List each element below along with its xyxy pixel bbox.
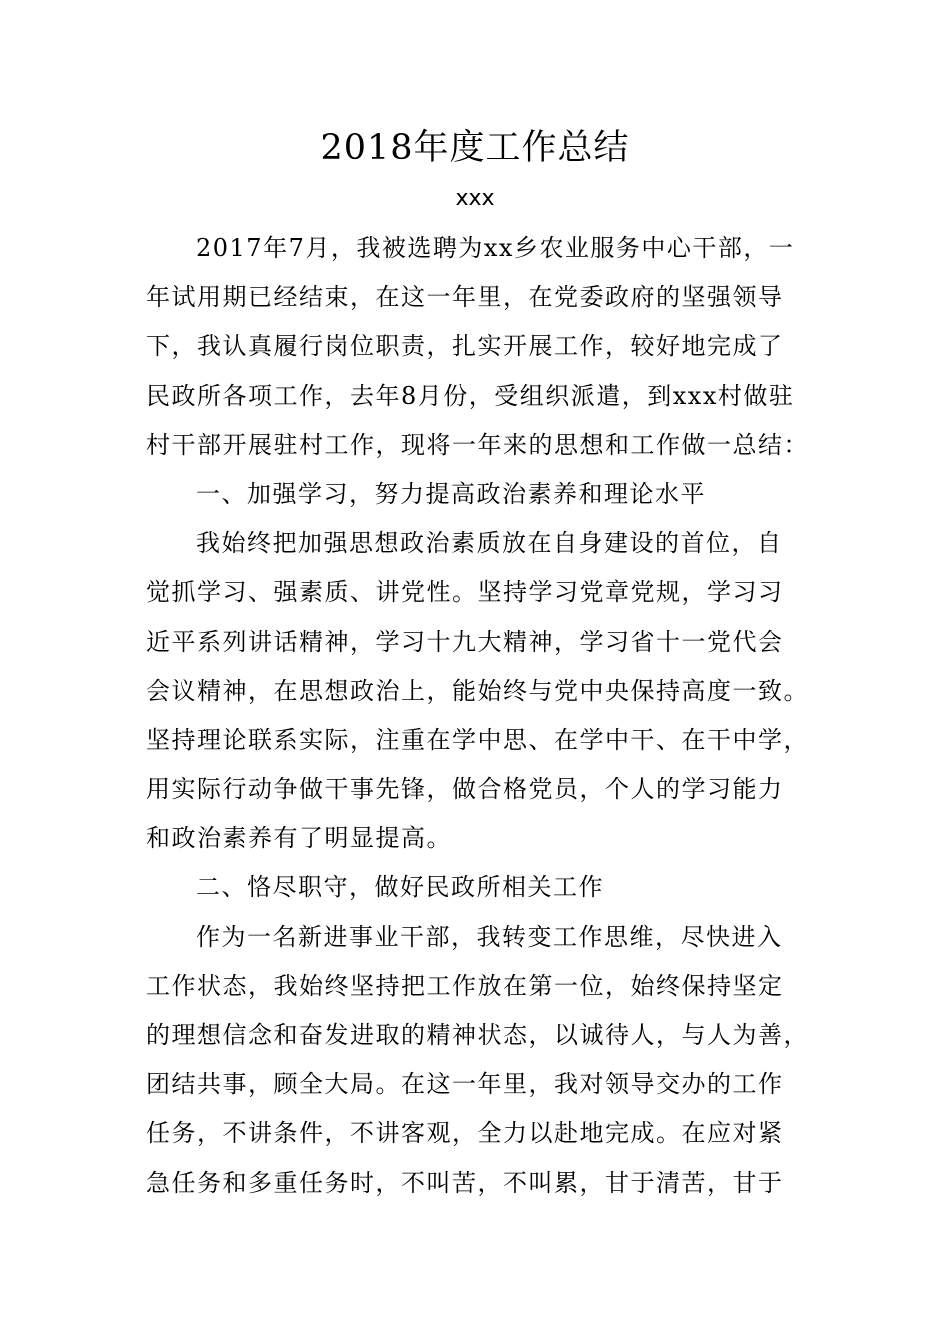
paragraph-line: 坚持理论联系实际，注重在学中思、在学中干、在干中学，: [146, 725, 809, 754]
document-title: 2018年度工作总结: [320, 128, 630, 168]
paragraph-line: 下，我认真履行岗位职责，扎实开展工作，较好地完成了: [146, 332, 784, 361]
paragraph-line: 工作状态，我始终坚持把工作放在第一位，始终保持坚定: [146, 971, 784, 1000]
paragraph-line: 近平系列讲话精神，学习十九大精神，学习省十一党代会: [146, 627, 784, 656]
paragraph-line: 会议精神，在思想政治上，能始终与党中央保持高度一致。: [146, 676, 809, 705]
paragraph-line: 村干部开展驻村工作，现将一年来的思想和工作做一总结：: [146, 430, 809, 459]
paragraph-line: 团结共事，顾全大局。在这一年里，我对领导交办的工作: [146, 1070, 784, 1099]
paragraph-line: 觉抓学习、强素质、讲党性。坚持学习党章党规，学习习: [146, 578, 784, 607]
paragraph-line: 2017年7月，我被选聘为xx乡农业服务中心干部，一: [196, 234, 795, 262]
paragraph-line: 二、恪尽职守，做好民政所相关工作: [196, 873, 604, 902]
document-body: [146, 224, 811, 1208]
paragraph-line: 和政治素养有了明显提高。: [146, 824, 452, 853]
paragraph-line: 的理想信念和奋发进取的精神状态，以诚待人，与人为善，: [146, 1021, 809, 1049]
paragraph-line: 作为一名新进事业干部，我转变工作思维，尽快进入: [196, 922, 783, 951]
paragraph-line: 年试用期已经结束，在这一年里，在党委政府的坚强领导: [146, 283, 784, 312]
paragraph-line: 我始终把加强思想政治素质放在自身建设的首位，自: [196, 529, 783, 558]
paragraph-line: 用实际行动争做干事先锋，做合格党员，个人的学习能力: [146, 775, 784, 804]
paragraph-line: 任务，不讲条件，不讲客观，全力以赴地完成。在应对紧: [146, 1119, 784, 1148]
paragraph-line: 一、加强学习，努力提高政治素养和理论水平: [196, 479, 706, 508]
paragraph-line: 急任务和多重任务时，不叫苦，不叫累，甘于清苦，甘于: [146, 1168, 784, 1197]
document-author: xxx: [455, 186, 495, 211]
paragraph-line: 民政所各项工作，去年8月份，受组织派遣，到xxx村做驻: [146, 381, 795, 410]
